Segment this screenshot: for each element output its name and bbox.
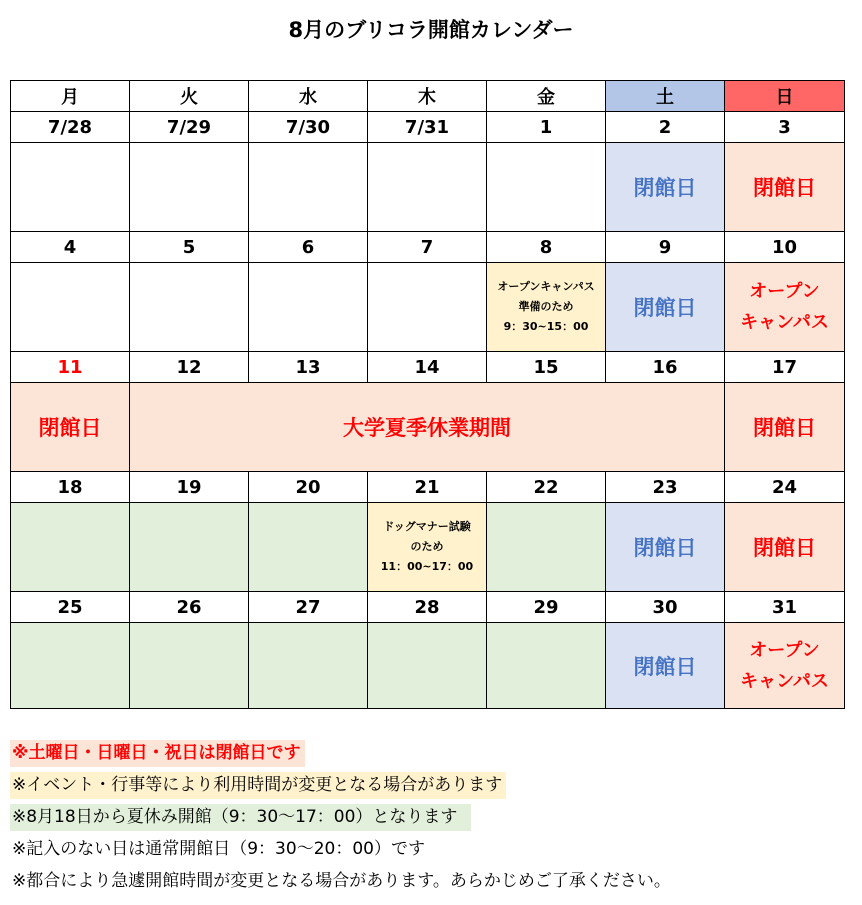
- summer-hours-day: [130, 623, 249, 709]
- calendar-title: 8月のブリコラ開館カレンダー: [288, 18, 574, 42]
- note-summer-hours: [10, 804, 675, 831]
- day-cell: [11, 263, 130, 352]
- date-cell: 24: [725, 472, 845, 503]
- date-cell: 7/30: [249, 112, 368, 143]
- open-campus-day: [725, 263, 845, 352]
- date-cell: 29: [487, 592, 606, 623]
- note-regular-hours: [10, 836, 675, 863]
- date-cell: 13: [249, 352, 368, 383]
- date-cell: 18: [11, 472, 130, 503]
- date-cell-holiday: 11: [11, 352, 130, 383]
- note-sudden-changes: [10, 868, 675, 895]
- date-cell: 23: [606, 472, 725, 503]
- day-cell: [249, 143, 368, 232]
- summer-hours-day: [368, 623, 487, 709]
- date-cell: 27: [249, 592, 368, 623]
- date-cell: 2: [606, 112, 725, 143]
- date-cell: 7/28: [11, 112, 130, 143]
- date-cell: 30: [606, 592, 725, 623]
- note-event-changes: [10, 772, 675, 799]
- open-campus-line1: オープン: [749, 639, 820, 661]
- date-cell: 5: [130, 232, 249, 263]
- open-campus-day: [725, 623, 845, 709]
- summer-hours-day: [130, 503, 249, 592]
- closed-day-sat: 閉館日: [606, 263, 725, 352]
- closed-day-sat: 閉館日: [606, 143, 725, 232]
- week-4-dates: [11, 472, 845, 503]
- day-cell: [130, 143, 249, 232]
- summer-hours-day: [11, 503, 130, 592]
- week-1-dates: [11, 112, 845, 143]
- event-line: のため: [410, 540, 444, 553]
- weekday-fri: 金: [487, 81, 606, 112]
- summer-hours-day: [249, 623, 368, 709]
- note-text: ※8月18日から夏休み開館（9：30～17：00）となります: [10, 804, 471, 831]
- date-cell: 12: [130, 352, 249, 383]
- date-cell: 14: [368, 352, 487, 383]
- date-cell: 31: [725, 592, 845, 623]
- date-cell: 21: [368, 472, 487, 503]
- event-open-campus-prep: [487, 263, 606, 352]
- closed-day-sat: 閉館日: [606, 503, 725, 592]
- summer-hours-day: [487, 503, 606, 592]
- notes-list: [10, 740, 675, 900]
- day-cell: [368, 263, 487, 352]
- open-campus-line2: キャンパス: [740, 670, 829, 692]
- closed-day-holiday: 閉館日: [11, 383, 130, 472]
- date-cell: 6: [249, 232, 368, 263]
- date-cell: 28: [368, 592, 487, 623]
- date-cell: 3: [725, 112, 845, 143]
- event-line: オープンキャンパス: [497, 280, 595, 293]
- calendar-table: [10, 80, 845, 709]
- weekday-wed: 水: [249, 81, 368, 112]
- event-dog-manner-test: [368, 503, 487, 592]
- date-cell: 7/31: [368, 112, 487, 143]
- closed-day-sun: 閉館日: [725, 383, 845, 472]
- event-time: 9：30~15：00: [503, 320, 589, 333]
- date-cell: 4: [11, 232, 130, 263]
- day-cell: [11, 143, 130, 232]
- date-cell: 16: [606, 352, 725, 383]
- week-2-body: [11, 263, 845, 352]
- summer-hours-day: [11, 623, 130, 709]
- note-text: ※土曜日・日曜日・祝日は閉館日です: [10, 740, 305, 767]
- date-cell: 26: [130, 592, 249, 623]
- open-campus-line1: オープン: [749, 281, 820, 302]
- week-3-dates: [11, 352, 845, 383]
- event-line: 準備のため: [518, 300, 574, 313]
- closed-day-sun: 閉館日: [725, 503, 845, 592]
- day-cell: [487, 143, 606, 232]
- weekday-sat: 土: [606, 81, 725, 112]
- note-text: ※都合により急遽開館時間が変更となる場合があります。あらかじめご了承ください。: [12, 871, 671, 891]
- date-cell: 25: [11, 592, 130, 623]
- date-cell: 1: [487, 112, 606, 143]
- closed-day-sun: 閉館日: [725, 143, 845, 232]
- week-4-body: [11, 503, 845, 592]
- note-text: ※イベント・行事等により利用時間が変更となる場合があります: [10, 772, 506, 799]
- day-cell: [368, 143, 487, 232]
- date-cell: 22: [487, 472, 606, 503]
- summer-hours-day: [487, 623, 606, 709]
- day-cell: [249, 263, 368, 352]
- event-time: 11：00~17：00: [380, 560, 474, 573]
- date-cell: 19: [130, 472, 249, 503]
- weekday-thu: 木: [368, 81, 487, 112]
- date-cell: 7/29: [130, 112, 249, 143]
- weekday-header-row: [11, 81, 845, 112]
- weekday-mon: 月: [11, 81, 130, 112]
- date-cell: 10: [725, 232, 845, 263]
- date-cell: 15: [487, 352, 606, 383]
- date-cell: 8: [487, 232, 606, 263]
- open-campus-line2: キャンパス: [740, 312, 829, 333]
- week-2-dates: [11, 232, 845, 263]
- date-cell: 20: [249, 472, 368, 503]
- week-3-body: [11, 383, 845, 472]
- date-cell: 9: [606, 232, 725, 263]
- day-cell: [130, 263, 249, 352]
- summer-break-period: 大学夏季休業期間: [130, 383, 725, 472]
- week-5-body: [11, 623, 845, 709]
- note-text: ※記入のない日は通常開館日（9：30～20：00）です: [12, 839, 425, 859]
- week-1-body: [11, 143, 845, 232]
- weekday-tue: 火: [130, 81, 249, 112]
- event-line: ドッグマナー試験: [383, 520, 471, 533]
- date-cell: 7: [368, 232, 487, 263]
- week-5-dates: [11, 592, 845, 623]
- closed-day-sat: 閉館日: [606, 623, 725, 709]
- date-cell: 17: [725, 352, 845, 383]
- weekday-sun: 日: [725, 81, 845, 112]
- note-closed-days: [10, 740, 675, 767]
- summer-hours-day: [249, 503, 368, 592]
